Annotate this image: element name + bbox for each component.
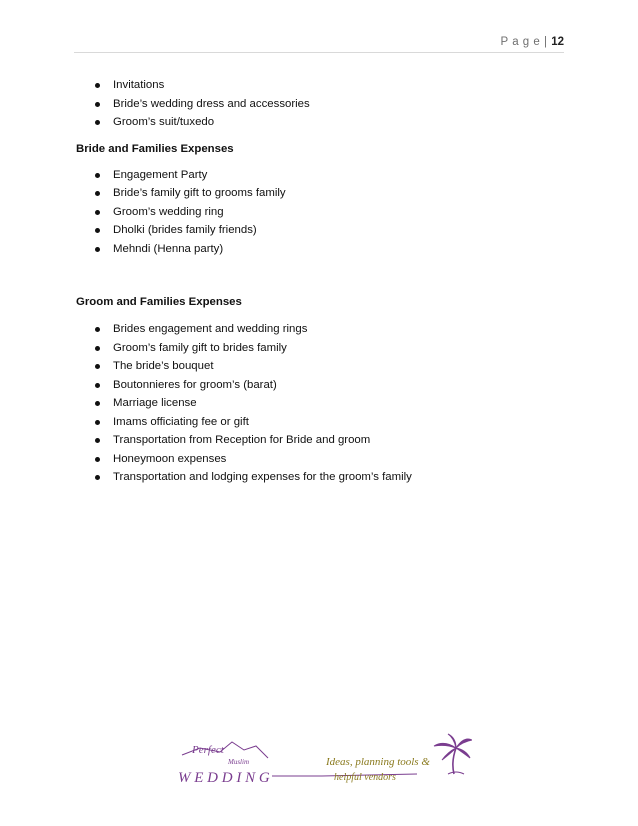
- list-item-text: Mehndi (Henna party): [113, 242, 224, 255]
- list-item-text: Honeymoon expenses: [113, 452, 227, 465]
- list-item: [76, 166, 566, 185]
- section-heading-bride: Bride and Families Expenses: [76, 142, 234, 155]
- list-item-text: Bride’s family gift to grooms family: [113, 187, 286, 199]
- bullet-icon: [95, 83, 100, 88]
- list-item: [76, 184, 566, 203]
- bullet-icon: [95, 420, 100, 425]
- list-item: [76, 339, 566, 358]
- list-item-text: Brides engagement and wedding rings: [113, 323, 308, 335]
- list-item-text: Invitations: [113, 79, 165, 91]
- bullet-icon: [95, 120, 100, 125]
- list-item: [76, 95, 566, 114]
- list-item: [76, 431, 566, 450]
- list-item: [76, 376, 566, 395]
- bullet-icon: [95, 247, 100, 252]
- logo-muslim-text: Muslim: [228, 758, 249, 766]
- page-separator: |: [544, 36, 548, 48]
- list-item: [76, 76, 566, 95]
- bullet-list-groom-expenses: [76, 320, 566, 487]
- list-item: [76, 221, 566, 240]
- list-item-text: Dholki (brides family friends): [113, 224, 257, 236]
- tagline-line2: helpful vendors: [334, 772, 396, 783]
- bullet-icon: [95, 173, 100, 178]
- header-divider: [74, 52, 564, 53]
- list-item: [76, 203, 566, 222]
- list-item-text: Groom’s suit/tuxedo: [113, 116, 215, 128]
- list-item-text: Bride’s wedding dress and accessories: [113, 97, 310, 110]
- bullet-icon: [95, 210, 100, 215]
- list-item-text: Imams officiating fee or gift: [113, 415, 249, 428]
- list-item-text: Groom’s family gift to brides family: [113, 341, 287, 354]
- list-item: [76, 450, 566, 469]
- list-item-text: Transportation from Reception for Bride and groom: [113, 434, 371, 446]
- list-item: [76, 468, 566, 487]
- bullet-icon: [95, 457, 100, 462]
- bullet-icon: [95, 228, 100, 233]
- bullet-icon: [95, 346, 100, 351]
- bullet-icon: [95, 475, 100, 480]
- bullet-icon: [95, 364, 100, 369]
- bullet-list-bride-expenses: [76, 166, 566, 259]
- list-item-text: Marriage license: [113, 397, 197, 409]
- page-header: [501, 36, 564, 48]
- bullet-icon: [95, 383, 100, 388]
- list-item-text: Transportation and lodging expenses for the groom’s family: [113, 471, 412, 483]
- list-item: [76, 240, 566, 259]
- tagline-line1: Ideas, planning tools &: [326, 756, 430, 768]
- list-item: [76, 357, 566, 376]
- list-item-text: Engagement Party: [113, 168, 208, 181]
- logo-wedding-text: W E D D I N G: [178, 770, 270, 786]
- list-item: [76, 113, 566, 132]
- list-item: [76, 413, 566, 432]
- footer-logo: [172, 730, 472, 790]
- list-item-text: The bride’s bouquet: [113, 360, 214, 372]
- bullet-icon: [95, 191, 100, 196]
- list-item-text: Groom’s wedding ring: [113, 205, 224, 218]
- bullet-list-general: [76, 76, 566, 132]
- palm-tree-icon: [434, 734, 472, 774]
- bullet-icon: [95, 438, 100, 443]
- document-body: [76, 76, 566, 487]
- section-heading-groom: Groom and Families Expenses: [76, 296, 242, 308]
- bullet-icon: [95, 327, 100, 332]
- list-item: [76, 394, 566, 413]
- list-item-text: Boutonnieres for groom’s (barat): [113, 378, 277, 391]
- bullet-icon: [95, 102, 100, 107]
- page-label: P a g e: [500, 36, 541, 48]
- logo-perfect-text: Perfect: [192, 744, 224, 756]
- page-number: 12: [551, 36, 564, 48]
- bullet-icon: [95, 401, 100, 406]
- list-item: [76, 320, 566, 339]
